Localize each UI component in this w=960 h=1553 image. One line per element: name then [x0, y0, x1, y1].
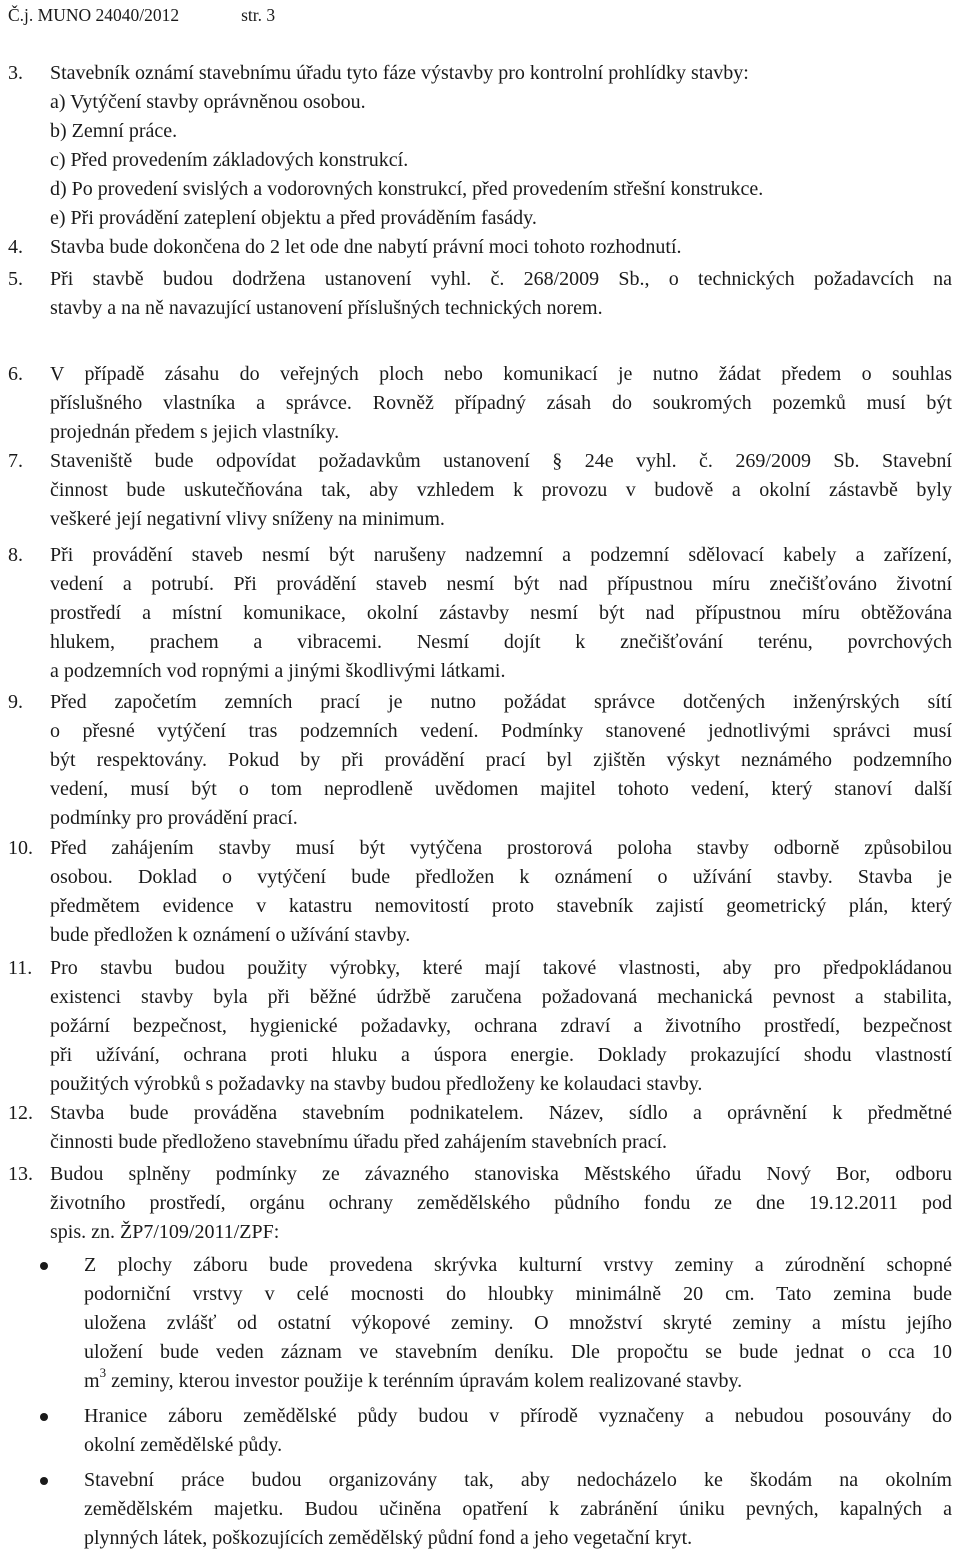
bullet-line: zemědělském majetku. Budou učiněna opatření k zabránění úniku pevných, kapalných a — [84, 1498, 952, 1520]
item-line: Stavba bude prováděna stavebním podnikatelem. Název, sídlo a oprávnění k předmětné — [50, 1102, 952, 1124]
condition-item-4 — [8, 233, 952, 262]
condition-item-11 — [8, 954, 952, 1099]
condition-item-9 — [8, 688, 952, 833]
bullet-line: Stavební práce budou organizovány tak, aby nedocházelo ke škodám na okolním — [84, 1469, 952, 1491]
item-number: 10. — [8, 837, 33, 859]
item-line: Budou splněny podmínky ze závazného stanoviska Městského úřadu Nový Bor, odboru — [50, 1163, 952, 1185]
item-line: hlukem, prachem a vibracemi. Nesmí dojít k znečišťování terénu, povrchových — [50, 631, 952, 653]
item-line: předmětem evidence v katastru nemovitostí proto stavebník zajistí geometrický plán, který — [50, 895, 952, 917]
item-line: Před zahájením stavby musí být vytýčena prostorová poloha stavby odborně způsobilou — [50, 837, 952, 859]
item-line: činnost bude uskutečňována tak, aby vzhledem k provozu v budově a okolní zástavbě byly — [50, 479, 952, 501]
item-text: Stavebník oznámí stavebnímu úřadu tyto fáze výstavby pro kontrolní prohlídky stavby: — [50, 62, 749, 84]
item-number: 7. — [8, 450, 23, 472]
item-text: Stavba bude dokončena do 2 let ode dne nabytí právní moci tohoto rozhodnutí. — [50, 236, 682, 258]
bullet-line: uložena zvlášť od ostatní výkopové zeminy. O množství skryté zeminy a místu jejího — [84, 1312, 952, 1334]
item-line: činnosti bude předloženo stavebnímu úřadu před zahájením stavebních prací. — [50, 1131, 668, 1153]
item-line: prostředí a místní komunikace, okolní zástavby nesmí být nad přípustnou míru obtěžována — [50, 602, 952, 624]
page-header — [8, 4, 275, 26]
page-number: str. 3 — [241, 5, 276, 25]
unit-superscript: 3 — [99, 1365, 107, 1381]
sub-item-d: d) Po provedení svislých a vodorovných konstrukcí, před provedením střešní konstrukce. — [50, 178, 764, 200]
item-number: 13. — [8, 1163, 33, 1185]
condition-item-12 — [8, 1099, 952, 1157]
item-line: projednán předem s jejich vlastníky. — [50, 421, 340, 443]
item-number: 6. — [8, 363, 23, 385]
item-number: 8. — [8, 544, 23, 566]
bullet-icon — [40, 1413, 48, 1421]
bullet-item — [40, 1466, 952, 1553]
item-line: Při stavbě budou dodržena ustanovení vyhl. č. 268/2009 Sb., o technických požadavcích na — [50, 268, 952, 290]
item-line: stavby a na ně navazující ustanovení příslušných technických norem. — [50, 297, 603, 319]
item-line: V případě zásahu do veřejných ploch nebo komunikací je nutno žádat předem o souhlas — [50, 363, 952, 385]
item-line: o přesné vytýčení tras podzemních vedení. Podmínky stanovené jednotlivými správci musí — [50, 720, 952, 742]
item-number: 5. — [8, 268, 23, 290]
sub-item-c: c) Před provedením základových konstrukcí. — [50, 149, 409, 171]
condition-item-7 — [8, 447, 952, 534]
document-reference: Č.j. MUNO 24040/2012 — [8, 5, 180, 25]
bullet-line: okolní zemědělské půdy. — [84, 1434, 283, 1456]
item-line: Před započetím zemních prací je nutno požádat správce dotčených inženýrských sítí — [50, 691, 952, 713]
item-line: použitých výrobků s požadavky na stavby budou předloženy ke kolaudaci stavby. — [50, 1073, 703, 1095]
bullet-line: Hranice záboru zemědělské půdy budou v přírodě vyznačeny a nebudou posouvány do — [84, 1405, 952, 1427]
item-line: bude předložen k oznámení o užívání stavby. — [50, 924, 411, 946]
sub-item-a: a) Vytýčení stavby oprávněnou osobou. — [50, 91, 366, 113]
bullet-line — [84, 1367, 952, 1396]
unit-text: m — [84, 1370, 100, 1392]
item-line: při užívání, ochrana proti hluku a úspora energie. Doklady prokazující shodu vlastností — [50, 1044, 952, 1066]
bullet-line: podorniční vrstvy v celé mocnosti do hloubky minimálně 20 cm. Tato zemina bude — [84, 1283, 952, 1305]
bullet-item — [40, 1402, 952, 1460]
condition-item-6 — [8, 360, 952, 447]
condition-item-3 — [8, 59, 952, 88]
bullet-icon — [40, 1477, 48, 1485]
item-line: životního prostředí, orgánu ochrany zemědělského půdního fondu ze dne 19.12.2011 pod — [50, 1192, 952, 1214]
item-line: vedení a potrubí. Při provádění staveb nesmí být nad přípustnou míru znečišťováno životní — [50, 573, 952, 595]
item-line: Staveniště bude odpovídat požadavkům ustanovení § 24e vyhl. č. 269/2009 Sb. Stavební — [50, 450, 952, 472]
item-line: vedení, musí být o tom neprodleně uvědomen majitel tohoto vedení, který stanoví další — [50, 778, 952, 800]
bullet-line: Z plochy záboru bude provedena skrývka kulturní vrstvy zeminy a zúrodnění schopné — [84, 1254, 952, 1276]
bullet-line: plynných látek, poškozujících zemědělský půdní fond a jeho vegetační kryt. — [84, 1527, 693, 1549]
item-line: Při provádění staveb nesmí být narušeny nadzemní a podzemní sdělovací kabely a zařízení, — [50, 544, 952, 566]
item-line: spis. zn. ŽP7/109/2011/ZPF: — [50, 1221, 280, 1243]
item-number: 11. — [8, 957, 33, 979]
item-line: požární bezpečnost, hygienické požadavky, ochrana zdraví a životního prostředí, bezpečnost — [50, 1015, 952, 1037]
sub-item-b: b) Zemní práce. — [50, 120, 178, 142]
bullet-line-rest: zeminy, kterou investor použije k terénním úpravám kolem realizované stavby. — [106, 1370, 743, 1392]
item-line: veškeré její negativní vlivy sníženy na minimum. — [50, 508, 445, 530]
item-number: 9. — [8, 691, 23, 713]
condition-item-10 — [8, 834, 952, 950]
condition-item-8 — [8, 541, 952, 686]
condition-item-5 — [8, 265, 952, 323]
item-line: podmínky pro provádění prací. — [50, 807, 298, 829]
bullet-icon — [40, 1262, 48, 1270]
item-line: příslušného vlastníka a správce. Rovněž případný zásah do soukromých pozemků musí být — [50, 392, 952, 414]
sub-item-e: e) Při provádění zateplení objektu a před prováděním fasády. — [50, 207, 537, 229]
item-line: být respektovány. Pokud by při provádění prací byl zjištěn výskyt neznámého podzemního — [50, 749, 952, 771]
condition-item-13 — [8, 1160, 952, 1247]
item-number: 12. — [8, 1102, 33, 1124]
item-line: osobou. Doklad o vytýčení bude předložen k oznámení o užívání stavby. Stavba je — [50, 866, 952, 888]
bullet-item — [40, 1251, 952, 1396]
item-line: a podzemních vod ropnými a jinými škodlivými látkami. — [50, 660, 506, 682]
item-number: 4. — [8, 236, 23, 258]
item-number: 3. — [8, 62, 23, 84]
item-line: Pro stavbu budou použity výrobky, které mají takové vlastnosti, aby pro předpokládanou — [50, 957, 952, 979]
bullet-line: uložení bude veden záznam ve stavebním deníku. Dle propočtu se bude jednat o cca 10 — [84, 1341, 952, 1363]
item-line: existenci stavby byla při běžné údržbě zaručena požadovaná mechanická pevnost a stabilita, — [50, 986, 952, 1008]
